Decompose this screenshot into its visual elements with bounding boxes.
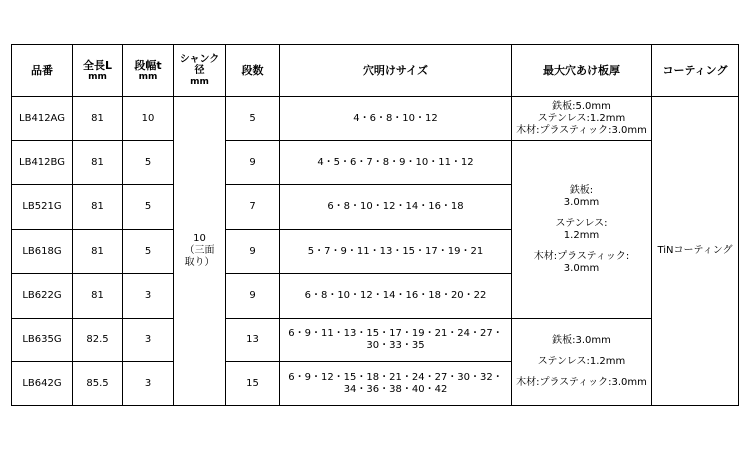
cell-step: 5 bbox=[123, 141, 174, 185]
cell-part: LB521G bbox=[12, 185, 73, 230]
cell-length: 81 bbox=[73, 185, 123, 230]
cell-steps: 15 bbox=[226, 362, 280, 406]
cell-part: LB642G bbox=[12, 362, 73, 406]
cell-sizes: 6・9・11・13・15・17・19・21・24・27・30・33・35 bbox=[280, 319, 512, 362]
cell-length: 82.5 bbox=[73, 319, 123, 362]
cell-step: 3 bbox=[123, 319, 174, 362]
cell-sizes: 6・9・12・15・18・21・24・27・30・32・34・36・38・40・42 bbox=[280, 362, 512, 406]
cell-shank: 10 （三面 取り） bbox=[174, 97, 226, 406]
header-length-unit: mm bbox=[88, 71, 107, 82]
header-coating: コーティング bbox=[652, 45, 739, 97]
cell-sizes: 4・5・6・7・8・9・10・11・12 bbox=[280, 141, 512, 185]
header-max-thickness: 最大穴あけ板厚 bbox=[512, 45, 652, 97]
cell-thickness-group-3: 鉄板:3.0mm ステンレス:1.2mm 木材:プラスティック:3.0mm bbox=[512, 319, 652, 406]
header-part: 品番 bbox=[12, 45, 73, 97]
header-step-unit: mm bbox=[138, 71, 158, 82]
cell-coating: TiNコーティング bbox=[652, 97, 739, 406]
cell-part: LB412AG bbox=[12, 97, 73, 141]
table-row bbox=[12, 97, 739, 141]
cell-length: 81 bbox=[73, 274, 123, 319]
header-length: 全長L mm bbox=[73, 45, 123, 97]
cell-step: 3 bbox=[123, 274, 174, 319]
cell-thickness-group-2: 鉄板: 3.0mm ステンレス: 1.2mm 木材:プラスティック: 3.0mm bbox=[512, 141, 652, 319]
cell-steps: 9 bbox=[226, 230, 280, 274]
table-row bbox=[12, 141, 739, 185]
header-step: 段幅t mm bbox=[123, 45, 174, 97]
cell-part: LB618G bbox=[12, 230, 73, 274]
cell-sizes: 4・6・8・10・12 bbox=[280, 97, 512, 141]
cell-sizes: 6・8・10・12・14・16・18・20・22 bbox=[280, 274, 512, 319]
cell-steps: 5 bbox=[226, 97, 280, 141]
cell-sizes: 5・7・9・11・13・15・17・19・21 bbox=[280, 230, 512, 274]
cell-step: 3 bbox=[123, 362, 174, 406]
cell-steps: 9 bbox=[226, 141, 280, 185]
cell-steps: 7 bbox=[226, 185, 280, 230]
header-sizes: 穴明けサイズ bbox=[280, 45, 512, 97]
cell-steps: 9 bbox=[226, 274, 280, 319]
cell-part: LB412BG bbox=[12, 141, 73, 185]
cell-step: 5 bbox=[123, 230, 174, 274]
cell-length: 85.5 bbox=[73, 362, 123, 406]
cell-length: 81 bbox=[73, 141, 123, 185]
cell-step: 5 bbox=[123, 185, 174, 230]
header-shank-unit: mm bbox=[190, 76, 209, 87]
table-row bbox=[12, 319, 739, 362]
cell-sizes: 6・8・10・12・14・16・18 bbox=[280, 185, 512, 230]
header-row bbox=[12, 45, 739, 97]
cell-length: 81 bbox=[73, 97, 123, 141]
cell-length: 81 bbox=[73, 230, 123, 274]
cell-thickness-group-1: 鉄板:5.0mm ステンレス:1.2mm 木材:プラスティック:3.0mm bbox=[512, 97, 652, 141]
cell-part: LB635G bbox=[12, 319, 73, 362]
header-shank: シャンク 径 mm bbox=[174, 45, 226, 97]
spec-table bbox=[11, 44, 739, 406]
cell-step: 10 bbox=[123, 97, 174, 141]
cell-steps: 13 bbox=[226, 319, 280, 362]
cell-part: LB622G bbox=[12, 274, 73, 319]
header-steps: 段数 bbox=[226, 45, 280, 97]
